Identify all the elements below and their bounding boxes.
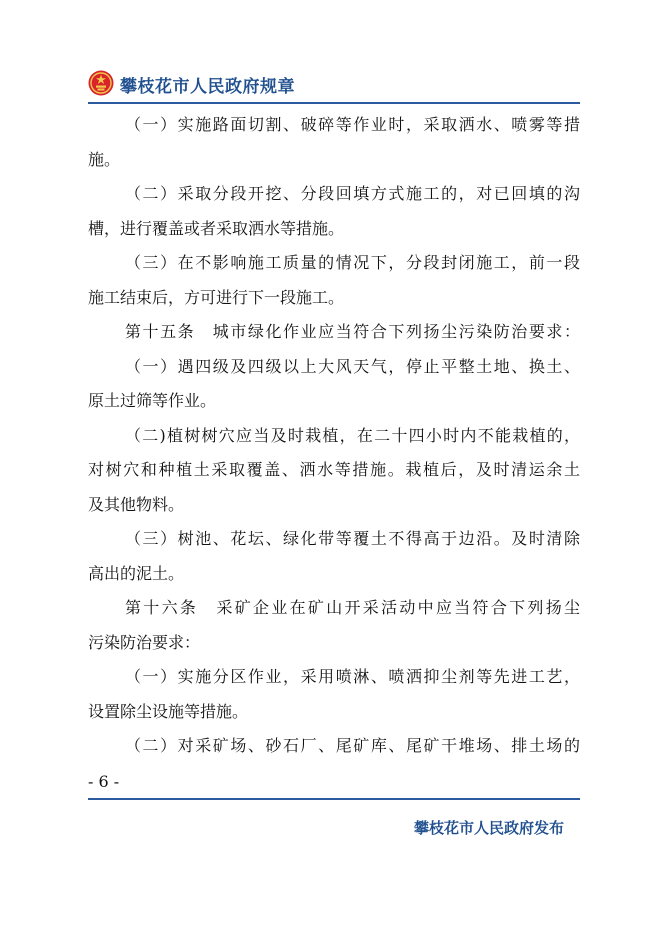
page-number: - 6 - [88,772,120,791]
publisher-footer: 攀枝花市人民政府发布 [413,819,564,837]
regulation-text [88,108,580,764]
text-line: （二）采取分段开挖、分段回填方式施工的，对已回填的沟 [125,184,580,203]
article-16-heading: 第十六条 采矿企业在矿山开采活动中应当符合下列扬尘 [125,598,580,617]
text-line: 对树穴和种植土采取覆盖、洒水等措施。栽植后，及时清运余土 [88,460,580,479]
text-line: 槽，进行覆盖或者采取洒水等措施。 [88,218,345,238]
text-line: （一）实施路面切割、破碎等作业时，采取洒水、喷雾等措 [125,115,580,134]
text-line: 高出的泥土。 [88,563,185,583]
text-line: 施。 [88,149,121,169]
text-line: 污染防治要求： [88,632,201,652]
text-line: （一）遇四级及四级以上大风天气，停止平整土地、换土、 [125,356,580,376]
article-15-heading: 第十五条 城市绿化作业应当符合下列扬尘污染防治要求： [125,322,580,341]
header-divider [88,102,580,104]
text-line: （三）树池、花坛、绿化带等覆土不得高于边沿。及时清除 [125,529,580,548]
text-line: （二)植树树穴应当及时栽植，在二十四小时内不能栽植的， [125,425,580,445]
footer-divider [88,798,580,800]
text-line: 及其他物料。 [88,494,185,514]
text-line: 原土过筛等作业。 [88,391,217,410]
text-line: （三）在不影响施工质量的情况下，分段封闭施工，前一段 [125,253,580,272]
text-line: 施工结束后，方可进行下一段施工。 [88,287,345,307]
text-line: （一）实施分区作业，采用喷淋、喷洒抑尘剂等先进工艺， [125,667,580,686]
text-line: 设置除尘设施等措施。 [88,701,249,721]
national-emblem-icon [88,70,114,96]
header-title: 攀枝花市人民政府规章 [120,77,295,97]
text-line: （二）对采矿场、砂石厂、尾矿库、尾矿干堆场、排土场的 [125,736,580,755]
page-header [88,70,580,102]
